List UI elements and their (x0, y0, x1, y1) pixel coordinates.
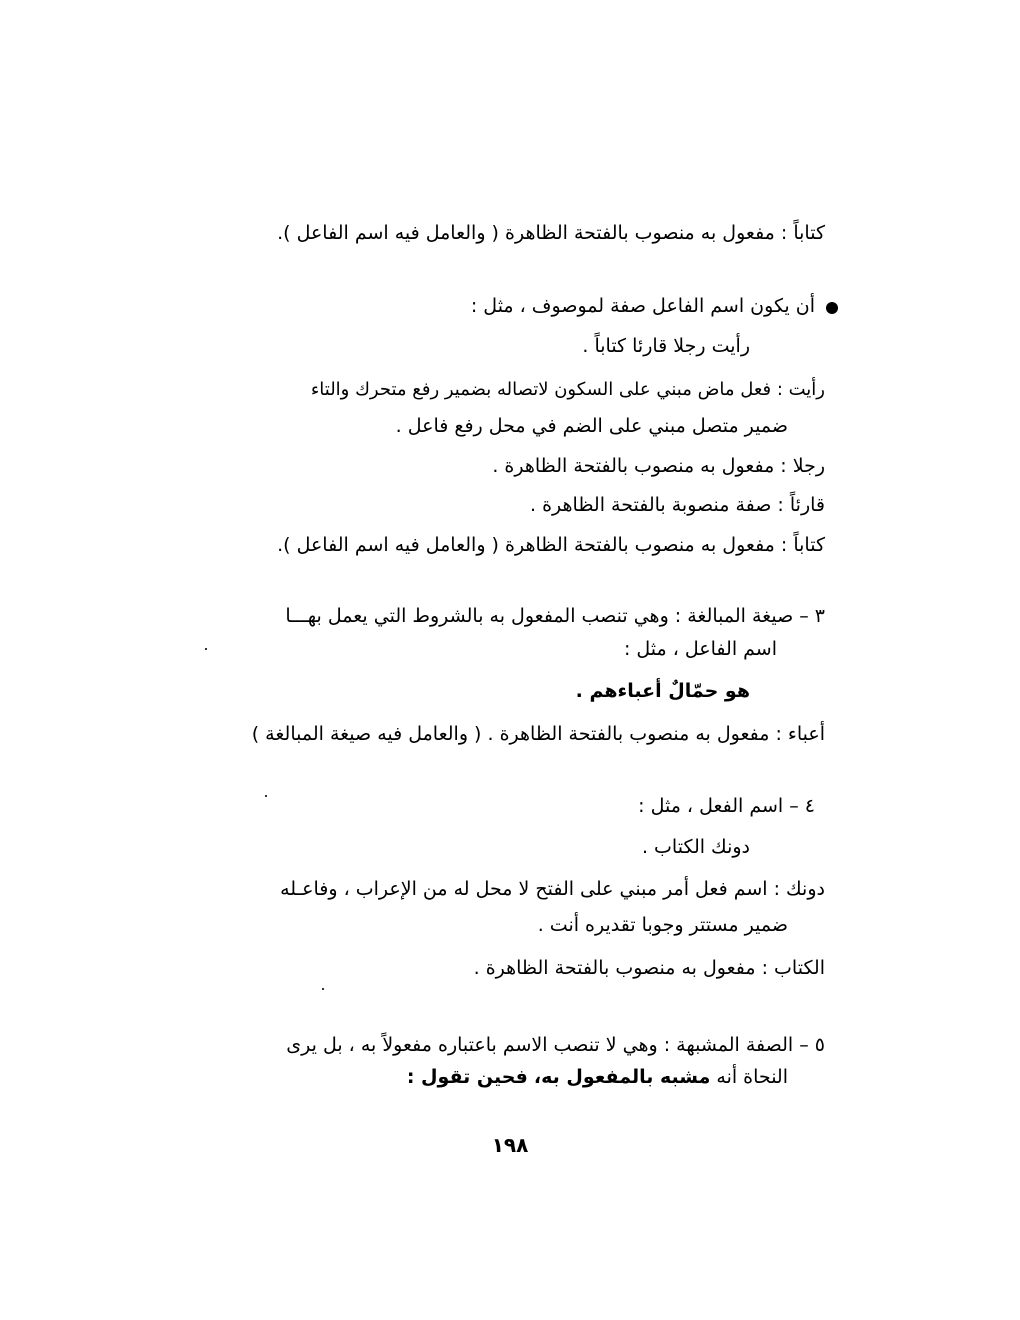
text-line: دونك الكتاب . (641, 836, 750, 858)
text-line: ٥ – الصفة المشبهة : وهي لا تنصب الاسم باعتباره مفعولاً به ، بل يرى (286, 1034, 825, 1056)
scan-speck (322, 988, 324, 990)
text-line: قارئاً : صفة منصوبة بالفتحة الظاهرة . (530, 494, 825, 516)
text-fragment: فحين تقول : (406, 1066, 528, 1088)
scan-speck (205, 648, 207, 650)
text-line: كتاباً : مفعول به منصوب بالفتحة الظاهرة ( والعامل فيه اسم الفاعل ). (277, 222, 825, 244)
text-line: رجلا : مفعول به منصوب بالفتحة الظاهرة . (492, 455, 825, 477)
text-line: الكتاب : مفعول به منصوب بالفتحة الظاهرة . (473, 957, 825, 979)
text-line: رأيت : فعل ماض مبني على السكون لاتصاله بضمير رفع متحرك والتاء (310, 379, 825, 400)
text-line: رأيت رجلا قارئا كتاباً . (582, 335, 750, 357)
text-line: اسم الفاعل ، مثل : (623, 638, 777, 660)
text-line: هو حمّالٌ أعباءهم . (575, 680, 750, 702)
text-line: ضمير متصل مبني على الضم في محل رفع فاعل . (395, 415, 788, 437)
bullet-icon (826, 302, 838, 314)
text-line: أن يكون اسم الفاعل صفة لموصوف ، مثل : (470, 295, 815, 317)
text-line: دونك : اسم فعل أمر مبني على الفتح لا محل له من الإعراب ، وفاعـله (280, 878, 825, 900)
text-line: ٣ – صيغة المبالغة : وهي تنصب المفعول به بالشروط التي يعمل بهـــا (285, 605, 825, 627)
scan-speck (265, 795, 267, 797)
text-line: ٤ – اسم الفعل ، مثل : (638, 795, 815, 817)
text-line (407, 1068, 788, 1087)
text-line: ضمير مستتر وجوبا تقديره أنت . (537, 914, 788, 936)
page-number: ١٩٨ (491, 1133, 529, 1157)
text-line: أعباء : مفعول به منصوب بالفتحة الظاهرة . ( والعامل فيه صيغة المبالغة ) (251, 723, 825, 745)
text-line: كتاباً : مفعول به منصوب بالفتحة الظاهرة ( والعامل فيه اسم الفاعل ). (277, 534, 825, 556)
text-fragment: النحاة أنه (716, 1066, 788, 1088)
bold-phrase: مشبه بالمفعول به، (533, 1066, 711, 1088)
